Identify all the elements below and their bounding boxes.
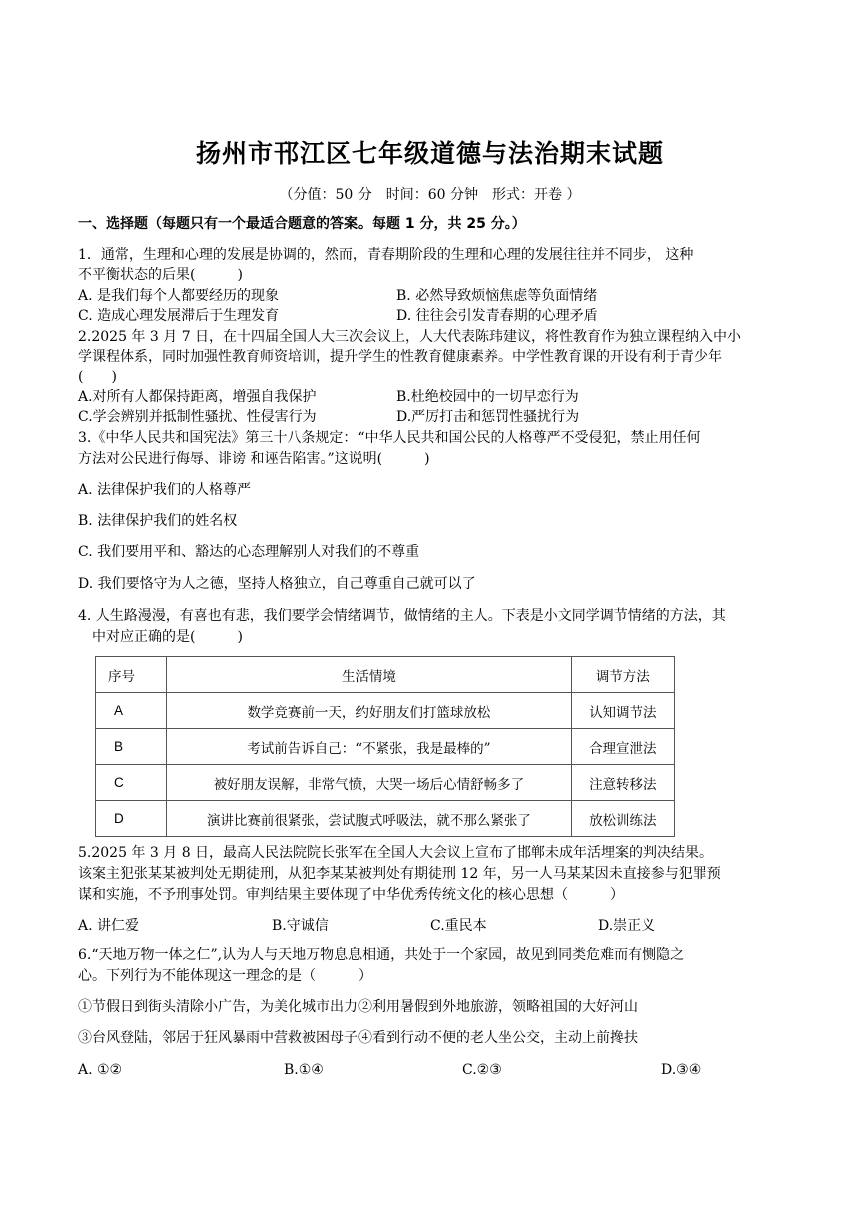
q1-option-d: D. 往往会引发青春期的心理矛盾 [396,308,598,324]
table-cell: 注意转移法 [571,765,674,801]
q3-option-d: D. 我们要恪守为人之德，坚持人格独立，自己尊重自己就可以了 [78,576,476,592]
q4-stem-cont: 中对应正确的是( ) [92,629,243,645]
table-row [96,765,675,801]
table-header-row [96,657,675,693]
q5-stem-cont2: 谋和实施，不予刑事处罚。审判结果主要体现了中华优秀传统文化的核心思想（ ） [78,887,624,903]
table-cell: 放松训练法 [571,801,674,837]
table-cell: 合理宣泄法 [571,729,674,765]
table-header-cell: 调节方法 [571,657,674,693]
q6-option-a: A. ①② [78,1062,123,1078]
section-heading: 一、选择题（每题只有一个最适合题意的答案。每题 1 分，共 25 分。） [78,216,526,232]
table-cell: 考试前告诉自己：“不紧张，我是最棒的” [167,729,571,765]
q5-option-d: D.崇正义 [598,918,656,934]
table-cell: D [96,801,167,837]
q2-option-c: C.学会辨别并抵制性骚扰、性侵害行为 [78,409,317,425]
q2-option-d: D.严厉打击和惩罚性骚扰行为 [396,409,580,425]
q2-stem-cont: 学课程体系，同时加强性教育师资培训，提升学生的性教育健康素养。中学性教育课的开设有利于青少年 [78,349,722,365]
table-cell: B [96,729,167,765]
table-header-cell: 序号 [96,657,167,693]
q6-statement-34: ③台风登陆，邻居于狂风暴雨中营救被困母子④看到行动不便的老人坐公交，主动上前搀扶 [78,1030,638,1046]
q2-option-b: B.杜绝校园中的一切早恋行为 [396,389,579,405]
q5-stem: 5.2025 年 3 月 8 日，最高人民法院院长张军在全国人大会议上宣布了邯郸未成年活埋案的判决结果。 [78,845,714,861]
q3-stem-cont: 方法对公民进行侮辱、诽谤 和诬告陷害。”这说明( ) [78,451,430,467]
q6-option-c: C.②③ [462,1062,502,1078]
q6-stem-cont: 心。下列行为不能体现这一理念的是（ ） [78,968,372,984]
table-cell: 数学竞赛前一天，约好朋友们打篮球放松 [167,693,571,729]
q1-option-b: B. 必然导致烦恼焦虑等负面情绪 [396,288,598,304]
q3-option-c: C. 我们要用平和、豁达的心态理解别人对我们的不尊重 [78,544,420,560]
q4-stem: 4. 人生路漫漫，有喜也有悲，我们要学会情绪调节，做情绪的主人。下表是小文同学调节情绪的方法，其 [78,608,726,624]
q6-statement-12: ①节假日到街头清除小广告，为美化城市出力②利用暑假到外地旅游，领略祖国的大好河山 [78,999,638,1015]
q5-stem-cont: 该案主犯张某某被判处无期徒刑，从犯李某某被判处有期徒刑 12 年，另一人马某某因未直接参与犯罪预 [78,866,721,882]
table-cell: A [96,693,167,729]
q3-option-b: B. 法律保护我们的姓名权 [78,513,238,529]
q1-option-c: C. 造成心理发展滞后于生理发育 [78,308,280,324]
emotion-method-table [95,656,675,837]
page-title: 扬州市邗江区七年级道德与法治期末试题 [195,139,664,168]
q1-stem: 1．通常，生理和心理的发展是协调的，然而，青春期阶段的生理和心理的发展往往并不同步， 这种 [78,247,694,263]
q1-stem-cont: 不平衡状态的后果( ) [78,267,243,283]
exam-info: （分值：50 分 时间：60 分钟 形式：开卷 ） [279,187,581,203]
q1-option-a: A. 是我们每个人都要经历的现象 [78,288,280,304]
table-cell: 演讲比赛前很紧张，尝试腹式呼吸法，就不那么紧张了 [167,801,571,837]
q5-option-c: C.重民本 [430,918,487,934]
table-row [96,729,675,765]
q2-option-a: A.对所有人都保持距离，增强自我保护 [78,389,317,405]
q6-option-d: D.③④ [661,1062,702,1078]
q6-option-b: B.①④ [284,1062,324,1078]
table-cell: 认知调节法 [571,693,674,729]
table-header-cell: 生活情境 [167,657,571,693]
q2-stem: 2.2025 年 3 月 7 日，在十四届全国人大三次会议上，人大代表陈玮建议，将性教育作为独立课程纳入中小 [78,329,742,345]
q2-stem-blank: ( ) [78,369,117,385]
table-cell: C [96,765,167,801]
q5-option-a: A. 讲仁爱 [78,918,140,934]
table-cell: 被好朋友误解，非常气愤，大哭一场后心情舒畅多了 [167,765,571,801]
q3-stem: 3.《中华人民共和国宪法》第三十八条规定：“中华人民共和国公民的人格尊严不受侵犯，禁止用任何 [78,430,701,446]
table-row [96,801,675,837]
q3-option-a: A. 法律保护我们的人格尊严 [78,482,252,498]
q6-stem: 6.“天地万物一体之仁”,认为人与天地万物息息相通，共处于一个家园，故见到同类危难而有恻隐之 [78,947,685,963]
table-row [96,693,675,729]
q5-option-b: B.守诚信 [272,918,329,934]
